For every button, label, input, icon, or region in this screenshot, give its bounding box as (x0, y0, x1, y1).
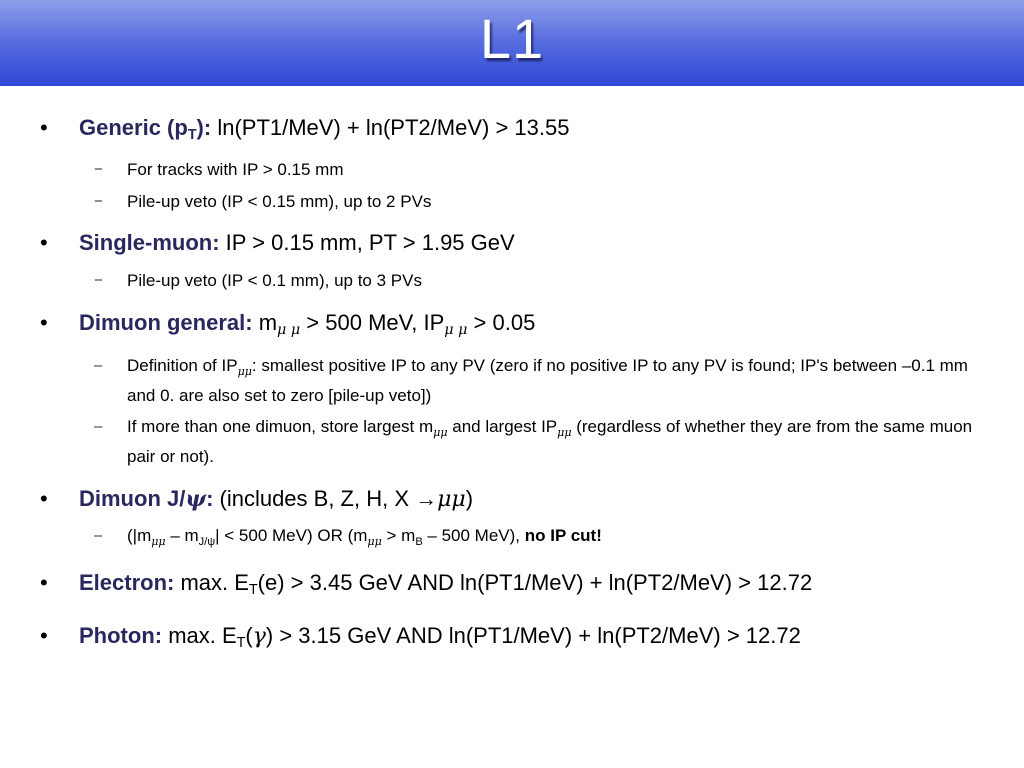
photon-t1: max. E (162, 623, 237, 648)
no-ip-cut-emphasis: no IP cut! (524, 526, 602, 545)
dash-marker: – (94, 418, 103, 435)
more-sub-1: μμ (433, 426, 448, 439)
generic-sub-1-text: For tracks with IP > 0.15 mm (127, 160, 344, 179)
generic-sub-1 (94, 155, 344, 185)
mumu-sub: μ μ (444, 322, 468, 338)
bullet-generic (40, 115, 570, 143)
electron-sub: T (248, 582, 258, 598)
photon-t3: ) > 3.15 GeV AND ln(PT1/MeV) + ln(PT2/MeV) > 12.72 (265, 623, 801, 648)
jpsi-c3: | < 500 MeV) OR (m (215, 526, 368, 545)
photon-sub: T (236, 635, 246, 651)
jpsi-c1: (|m (127, 526, 152, 545)
more-text-a: If more than one dimuon, store largest m (127, 417, 434, 436)
single-muon-sub-1 (94, 266, 422, 296)
dash-marker: − (94, 193, 103, 210)
dimuon-general-t3: > 0.05 (467, 310, 536, 335)
bullet-dot: • (40, 230, 48, 255)
dash-marker: – (94, 357, 103, 374)
jpsi-text-b: ) (465, 486, 474, 511)
definition-sub: μμ (237, 365, 252, 378)
single-muon-sub-1-text: Pile-up veto (IP < 0.1 mm), up to 3 PVs (127, 271, 422, 290)
photon-label: Photon: (79, 623, 163, 648)
dash-marker: − (94, 272, 103, 289)
dash-marker: – (94, 527, 103, 544)
generic-label-a: Generic (p (79, 115, 188, 140)
bullet-electron (40, 570, 813, 598)
definition-text-a: Definition of IP (127, 356, 238, 375)
dimuon-general-t2: > 500 MeV, IP (300, 310, 445, 335)
bullet-dot: • (40, 623, 48, 648)
definition-text-b: : smallest positive IP to any PV (zero if no positive IP to any PV is found; IP's between –0.1 mm and 0. are also set to zero [pile-up veto]) (127, 356, 968, 405)
slide-title: L1 (479, 7, 545, 70)
dimuon-jpsi-label (79, 486, 213, 511)
single-muon-text: IP > 0.15 mm, PT > 1.95 GeV (219, 230, 515, 255)
jpsi-c4: > m (381, 526, 416, 545)
dimuon-general-more (94, 412, 997, 472)
mumu-sub: μ μ (277, 322, 301, 338)
photon-t2: ( (245, 623, 253, 648)
jpsi-c4-sub: B (415, 536, 423, 548)
gamma-symbol: γ (252, 624, 266, 649)
single-muon-label: Single-muon: (79, 230, 220, 255)
jpsi-label-a: Dimuon J/ (79, 486, 186, 511)
generic-label-sub: T (187, 127, 197, 143)
more-sub-2: μμ (557, 426, 572, 439)
dash-marker: − (94, 161, 103, 178)
dimuon-general-definition (94, 351, 997, 411)
electron-label: Electron: (79, 570, 175, 595)
bullet-dot: • (40, 486, 48, 511)
jpsi-c2-sub: J/ψ (198, 536, 216, 548)
bullet-dot: • (40, 115, 48, 140)
dimuon-general-label: Dimuon general: (79, 310, 253, 335)
jpsi-c1-sub: μμ (151, 535, 166, 548)
more-text-b: and largest IP (447, 417, 558, 436)
dimuon-jpsi-condition (94, 521, 602, 551)
bullet-photon (40, 623, 801, 651)
generic-sub-2-text: Pile-up veto (IP < 0.15 mm), up to 2 PVs (127, 192, 432, 211)
bullet-dot: • (40, 310, 48, 335)
generic-text: ln(PT1/MeV) + ln(PT2/MeV) > 13.55 (211, 115, 570, 140)
dimuon-general-t1: m (252, 310, 278, 335)
jpsi-c3-sub: μμ (367, 535, 382, 548)
bullet-dimuon-general (40, 310, 536, 338)
electron-t2: (e) > 3.45 GeV AND ln(PT1/MeV) + ln(PT2/MeV) > 12.72 (257, 570, 813, 595)
electron-t1: max. E (174, 570, 249, 595)
bullet-dimuon-jpsi (40, 486, 474, 513)
jpsi-label-b: : (206, 486, 214, 511)
jpsi-c2: – m (165, 526, 199, 545)
jpsi-text-a: (includes B, Z, H, X → (213, 486, 438, 511)
generic-label-b: ): (196, 115, 212, 140)
jpsi-mumu: μμ (437, 487, 466, 512)
bullet-dot: • (40, 570, 48, 595)
jpsi-c5: – 500 MeV), (422, 526, 525, 545)
more-text-c: (regardless of whether they are from the same muon pair or not). (127, 417, 973, 466)
generic-label (79, 115, 212, 143)
psi-symbol: ψ (185, 486, 207, 512)
bullet-single-muon (40, 230, 515, 256)
generic-sub-2 (94, 187, 432, 217)
